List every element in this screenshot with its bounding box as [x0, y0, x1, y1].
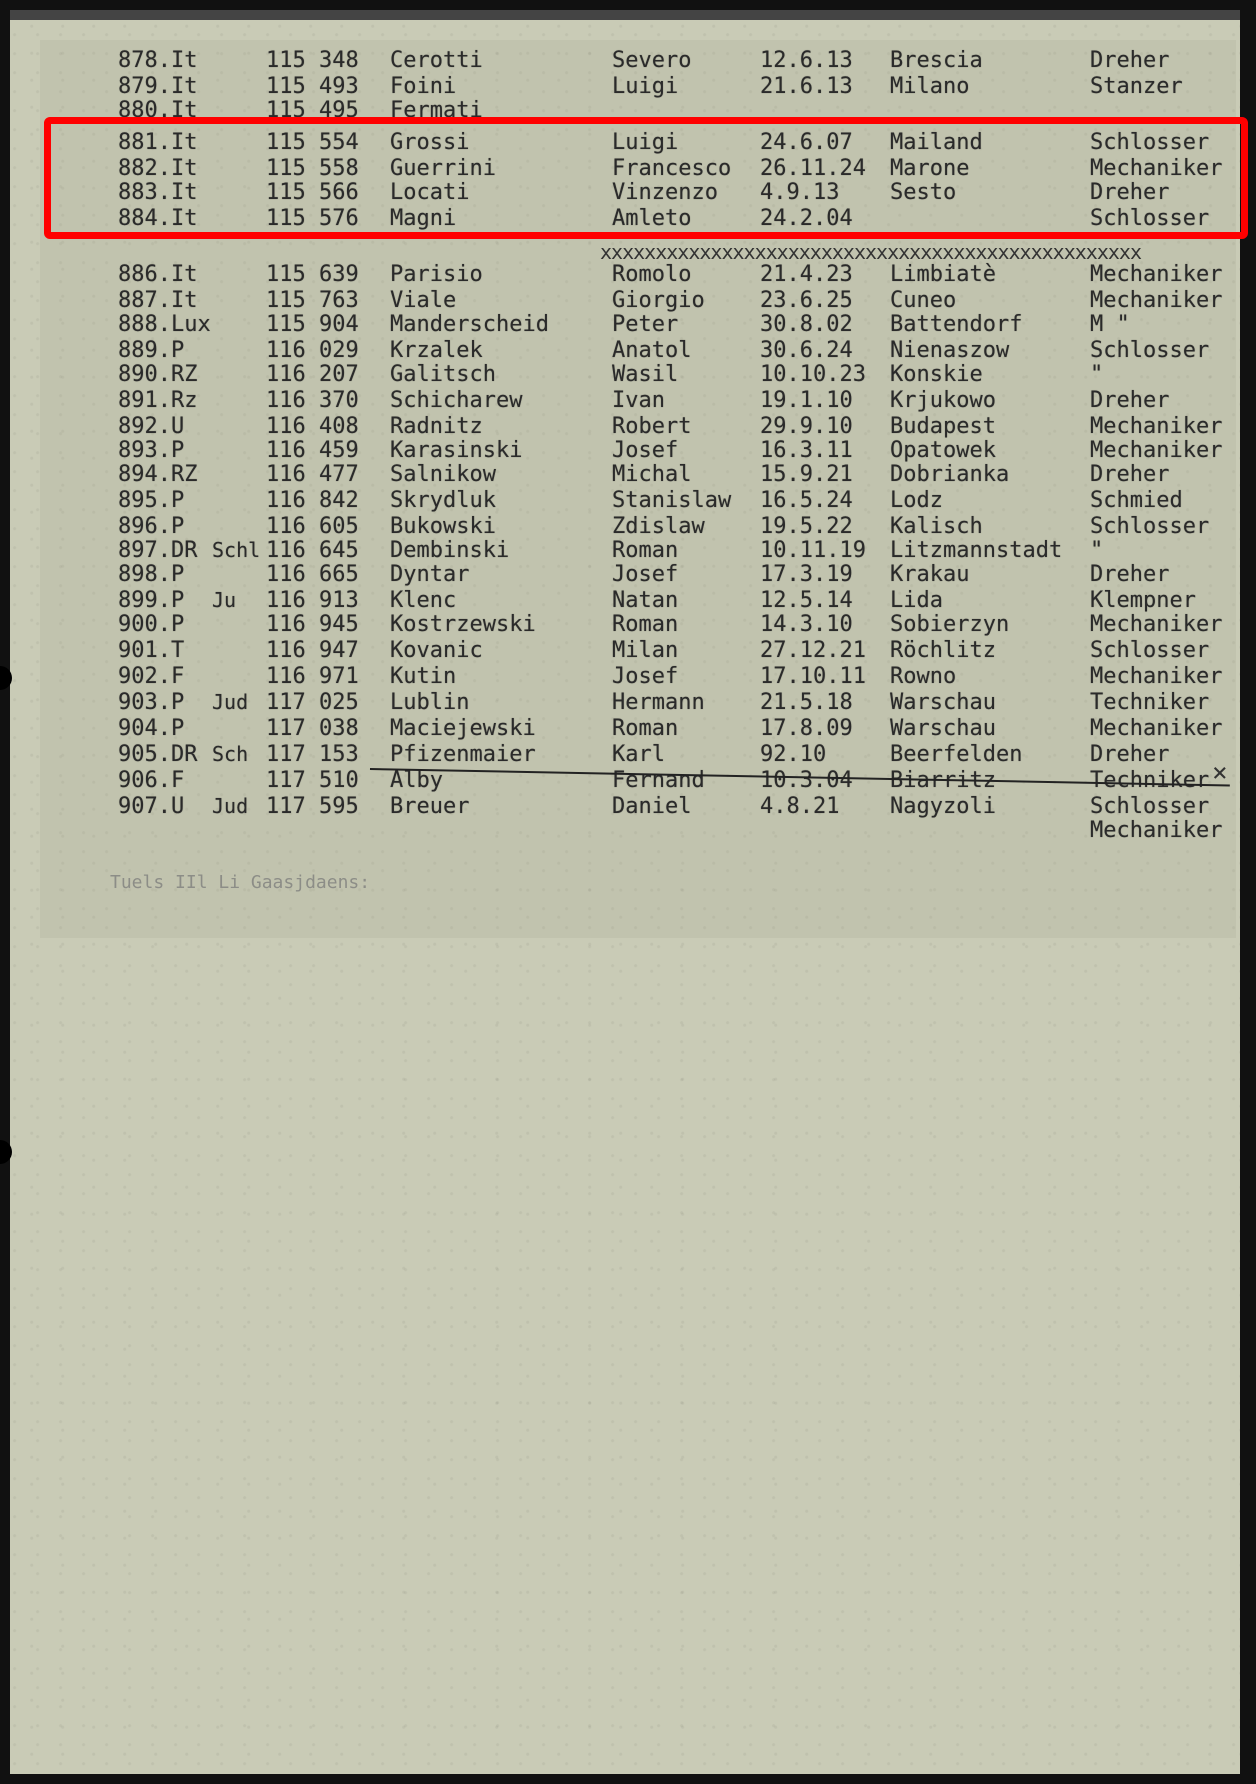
prisoner-number-cell: 116 645	[266, 538, 359, 563]
entry-number-cell: 900.P	[118, 612, 185, 637]
table-row	[0, 74, 1256, 100]
birth-place-cell: Cuneo	[890, 288, 957, 313]
entry-number-cell: 903.P	[118, 690, 185, 715]
table-row	[0, 562, 1256, 588]
table-row	[0, 742, 1256, 768]
prisoner-number-cell: 115 904	[266, 312, 359, 337]
birth-date-cell: 21.4.23	[760, 262, 853, 287]
surname-cell: Kostrzewski	[390, 612, 536, 637]
birth-date-cell: 19.1.10	[760, 388, 853, 413]
prisoner-number-cell: 115 493	[266, 74, 359, 99]
table-row	[0, 414, 1256, 440]
table-row	[0, 488, 1256, 514]
birth-place-cell: Budapest	[890, 414, 996, 439]
birth-place-cell: Milano	[890, 74, 970, 99]
group-mark-cell: Ju	[212, 588, 237, 612]
table-row	[0, 612, 1256, 638]
trade-cell: "	[1090, 538, 1104, 563]
birth-place-cell: Röchlitz	[890, 638, 996, 663]
prisoner-number-cell: 115 576	[266, 206, 359, 231]
entry-number-cell: 899.P	[118, 588, 185, 613]
entry-number-cell: 904.P	[118, 716, 185, 741]
entry-number-cell: 901.T	[118, 638, 185, 663]
surname-cell: Foini	[390, 74, 457, 99]
given-name-cell: Roman	[612, 538, 679, 563]
surname-cell: Lublin	[390, 690, 470, 715]
birth-date-cell: 15.9.21	[760, 462, 853, 487]
trade-cell: Schlosser	[1090, 514, 1210, 539]
surname-cell: Locati	[390, 180, 470, 205]
prisoner-number-cell: 116 945	[266, 612, 359, 637]
given-name-cell: Luigi	[612, 74, 679, 99]
birth-date-cell: 12.6.13	[760, 48, 853, 73]
given-name-cell: Josef	[612, 664, 679, 689]
entry-number-cell: 905.DR	[118, 742, 198, 767]
prisoner-number-cell: 116 971	[266, 664, 359, 689]
given-name-cell: Giorgio	[612, 288, 705, 313]
given-name-cell: Karl	[612, 742, 665, 767]
group-mark-cell: Jud	[212, 690, 249, 714]
birth-date-cell: 19.5.22	[760, 514, 853, 539]
birth-place-cell: Biarritz	[890, 768, 996, 793]
birth-date-cell: 14.3.10	[760, 612, 853, 637]
prisoner-number-cell: 116 370	[266, 388, 359, 413]
prisoner-number-cell: 115 554	[266, 130, 359, 155]
prisoner-number-cell: 116 477	[266, 462, 359, 487]
table-row	[0, 690, 1256, 716]
birth-place-cell: Rowno	[890, 664, 957, 689]
birth-date-cell: 92.10	[760, 742, 827, 767]
table-row	[0, 716, 1256, 742]
given-name-cell: Milan	[612, 638, 679, 663]
table-row	[0, 664, 1256, 690]
birth-date-cell: 17.8.09	[760, 716, 853, 741]
prisoner-number-cell: 117 038	[266, 716, 359, 741]
prisoner-number-cell: 117 510	[266, 768, 359, 793]
given-name-cell: Amleto	[612, 206, 692, 231]
surname-cell: Klenc	[390, 588, 457, 613]
given-name-cell: Daniel	[612, 794, 692, 819]
surname-cell: Fermati	[390, 98, 483, 123]
trade-cell: Schlosser	[1090, 338, 1210, 363]
entry-number-cell: 888.Lux	[118, 312, 211, 337]
group-mark-cell: Sch	[212, 742, 249, 766]
prisoner-number-cell: 116 665	[266, 562, 359, 587]
surname-cell: Salnikow	[390, 462, 496, 487]
birth-date-cell: 21.6.13	[760, 74, 853, 99]
surname-cell: Pfizenmaier	[390, 742, 536, 767]
prisoner-number-cell: 115 495	[266, 98, 359, 123]
given-name-cell: Romolo	[612, 262, 692, 287]
given-name-cell: Josef	[612, 438, 679, 463]
birth-date-cell: 26.11.24	[760, 156, 866, 181]
entry-number-cell: 884.It	[118, 206, 198, 231]
birth-date-cell: 10.11.19	[760, 538, 866, 563]
typed-x-separator: xxxxxxxxxxxxxxxxxxxxxxxxxxxxxxxxxxxxxxxxxxxxxxxxx	[600, 240, 1142, 264]
cross-mark: ×	[1212, 758, 1228, 788]
surname-cell: Parisio	[390, 262, 483, 287]
prisoner-number-cell: 115 566	[266, 180, 359, 205]
entry-number-cell: 898.P	[118, 562, 185, 587]
birth-place-cell: Lodz	[890, 488, 943, 513]
entry-number-cell: 902.F	[118, 664, 185, 689]
birth-date-cell: 4.9.13	[760, 180, 840, 205]
given-name-cell: Wasil	[612, 362, 679, 387]
trade-cell: Mechaniker	[1090, 818, 1223, 843]
group-mark-cell: Schl	[212, 538, 261, 562]
given-name-cell: Francesco	[612, 156, 732, 181]
prisoner-number-cell: 116 207	[266, 362, 359, 387]
surname-cell: Guerrini	[390, 156, 496, 181]
surname-cell: Magni	[390, 206, 457, 231]
trade-cell: Schlosser	[1090, 206, 1210, 231]
surname-cell: Schicharew	[390, 388, 523, 413]
table-row	[0, 362, 1256, 388]
given-name-cell: Hermann	[612, 690, 705, 715]
surname-cell: Viale	[390, 288, 457, 313]
table-row	[0, 538, 1256, 564]
prisoner-number-cell: 115 348	[266, 48, 359, 73]
birth-place-cell: Nienaszow	[890, 338, 1010, 363]
given-name-cell: Natan	[612, 588, 679, 613]
birth-place-cell: Konskie	[890, 362, 983, 387]
surname-cell: Skrydluk	[390, 488, 496, 513]
given-name-cell: Ivan	[612, 388, 665, 413]
table-row	[0, 338, 1256, 364]
trade-cell: Mechaniker	[1090, 612, 1223, 637]
surname-cell: Alby	[390, 768, 443, 793]
given-name-cell: Stanislaw	[612, 488, 732, 513]
birth-place-cell: Brescia	[890, 48, 983, 73]
prisoner-number-cell: 115 639	[266, 262, 359, 287]
trade-cell: "	[1090, 362, 1104, 387]
surname-cell: Grossi	[390, 130, 470, 155]
prisoner-number-cell: 116 947	[266, 638, 359, 663]
trade-cell: Dreher	[1090, 742, 1170, 767]
given-name-cell: Anatol	[612, 338, 692, 363]
entry-number-cell: 881.It	[118, 130, 198, 155]
trade-cell: Mechaniker	[1090, 262, 1223, 287]
birth-place-cell: Marone	[890, 156, 970, 181]
trade-cell: Mechaniker	[1090, 288, 1223, 313]
birth-date-cell: 10.3.04	[760, 768, 853, 793]
surname-cell: Kovanic	[390, 638, 483, 663]
birth-date-cell: 30.8.02	[760, 312, 853, 337]
entry-number-cell: 878.It	[118, 48, 198, 73]
prisoner-number-cell: 116 459	[266, 438, 359, 463]
trade-cell: Schlosser	[1090, 638, 1210, 663]
birth-date-cell: 24.6.07	[760, 130, 853, 155]
entry-number-cell: 896.P	[118, 514, 185, 539]
birth-date-cell: 27.12.21	[760, 638, 866, 663]
birth-date-cell: 10.10.23	[760, 362, 866, 387]
birth-place-cell: Battendorf	[890, 312, 1023, 337]
birth-place-cell: Dobrianka	[890, 462, 1010, 487]
table-row	[0, 48, 1256, 74]
given-name-cell: Peter	[612, 312, 679, 337]
surname-cell: Karasinski	[390, 438, 523, 463]
birth-date-cell: 16.3.11	[760, 438, 853, 463]
prisoner-number-cell: 115 558	[266, 156, 359, 181]
entry-number-cell: 882.It	[118, 156, 198, 181]
birth-date-cell: 4.8.21	[760, 794, 840, 819]
trade-cell: Schlosser	[1090, 130, 1210, 155]
entry-number-cell: 893.P	[118, 438, 185, 463]
entry-number-cell: 895.P	[118, 488, 185, 513]
surname-cell: Cerotti	[390, 48, 483, 73]
surname-cell: Radnitz	[390, 414, 483, 439]
trade-cell: Mechaniker	[1090, 716, 1223, 741]
table-row	[0, 388, 1256, 414]
trade-cell: Schmied	[1090, 488, 1183, 513]
top-page-edge	[10, 10, 1240, 20]
table-row	[0, 514, 1256, 540]
surname-cell: Breuer	[390, 794, 470, 819]
surname-cell: Galitsch	[390, 362, 496, 387]
trade-cell: Mechaniker	[1090, 664, 1223, 689]
prisoner-number-cell: 116 913	[266, 588, 359, 613]
prisoner-number-cell: 117 153	[266, 742, 359, 767]
given-name-cell: Michal	[612, 462, 692, 487]
entry-number-cell: 890.RZ	[118, 362, 198, 387]
trade-cell: Mechaniker	[1090, 156, 1223, 181]
trade-cell: Dreher	[1090, 48, 1170, 73]
birth-date-cell: 21.5.18	[760, 690, 853, 715]
birth-date-cell: 16.5.24	[760, 488, 853, 513]
birth-place-cell: Warschau	[890, 716, 996, 741]
birth-place-cell: Mailand	[890, 130, 983, 155]
entry-number-cell: 894.RZ	[118, 462, 198, 487]
given-name-cell: Roman	[612, 612, 679, 637]
table-row	[0, 262, 1256, 288]
trade-cell: Techniker	[1090, 768, 1210, 793]
table-row	[0, 818, 1256, 844]
prisoner-number-cell: 115 763	[266, 288, 359, 313]
trade-cell: Stanzer	[1090, 74, 1183, 99]
given-name-cell: Roman	[612, 716, 679, 741]
given-name-cell: Luigi	[612, 130, 679, 155]
table-row	[0, 462, 1256, 488]
entry-number-cell: 886.It	[118, 262, 198, 287]
table-row	[0, 794, 1256, 820]
trade-cell: Mechaniker	[1090, 438, 1223, 463]
table-row	[0, 312, 1256, 338]
prisoner-number-cell: 116 605	[266, 514, 359, 539]
prisoner-number-cell: 117 025	[266, 690, 359, 715]
birth-place-cell: Warschau	[890, 690, 996, 715]
birth-place-cell: Opatowek	[890, 438, 996, 463]
trade-cell: Dreher	[1090, 180, 1170, 205]
entry-number-cell: 883.It	[118, 180, 198, 205]
entry-number-cell: 907.U	[118, 794, 185, 819]
given-name-cell: Josef	[612, 562, 679, 587]
entry-number-cell: 897.DR	[118, 538, 198, 563]
table-row	[0, 438, 1256, 464]
trade-cell: Dreher	[1090, 562, 1170, 587]
entry-number-cell: 891.Rz	[118, 388, 198, 413]
prisoner-number-cell: 116 029	[266, 338, 359, 363]
entry-number-cell: 880.It	[118, 98, 198, 123]
entry-number-cell: 906.F	[118, 768, 185, 793]
trade-cell: Techniker	[1090, 690, 1210, 715]
entry-number-cell: 892.U	[118, 414, 185, 439]
surname-cell: Bukowski	[390, 514, 496, 539]
table-row	[0, 588, 1256, 614]
birth-place-cell: Kalisch	[890, 514, 983, 539]
birth-date-cell: 29.9.10	[760, 414, 853, 439]
faint-bottom-text: Tuels IIl Li Gaasjdaens:	[110, 872, 371, 893]
table-row	[0, 288, 1256, 314]
given-name-cell: Robert	[612, 414, 692, 439]
trade-cell: Schlosser	[1090, 794, 1210, 819]
entry-number-cell: 887.It	[118, 288, 198, 313]
birth-date-cell: 30.6.24	[760, 338, 853, 363]
trade-cell: Mechaniker	[1090, 414, 1223, 439]
trade-cell: M "	[1090, 312, 1130, 337]
surname-cell: Kutin	[390, 664, 457, 689]
birth-place-cell: Krjukowo	[890, 388, 996, 413]
prisoner-number-cell: 116 842	[266, 488, 359, 513]
birth-date-cell: 17.10.11	[760, 664, 866, 689]
birth-place-cell: Lida	[890, 588, 943, 613]
surname-cell: Maciejewski	[390, 716, 536, 741]
birth-place-cell: Sobierzyn	[890, 612, 1010, 637]
birth-place-cell: Beerfelden	[890, 742, 1023, 767]
birth-date-cell: 12.5.14	[760, 588, 853, 613]
prisoner-number-cell: 117 595	[266, 794, 359, 819]
birth-place-cell: Krakau	[890, 562, 970, 587]
given-name-cell: Severo	[612, 48, 692, 73]
surname-cell: Dyntar	[390, 562, 470, 587]
given-name-cell: Vinzenzo	[612, 180, 718, 205]
surname-cell: Dembinski	[390, 538, 510, 563]
table-row	[0, 638, 1256, 664]
birth-date-cell: 24.2.04	[760, 206, 853, 231]
given-name-cell: Zdislaw	[612, 514, 705, 539]
birth-place-cell: Limbiatè	[890, 262, 996, 287]
prisoner-number-cell: 116 408	[266, 414, 359, 439]
birth-place-cell: Nagyzoli	[890, 794, 996, 819]
given-name-cell: Fernand	[612, 768, 705, 793]
birth-place-cell: Litzmannstadt	[890, 538, 1063, 563]
red-highlight-box	[44, 117, 1248, 239]
trade-cell: Klempner	[1090, 588, 1196, 613]
group-mark-cell: Jud	[212, 794, 249, 818]
birth-date-cell: 23.6.25	[760, 288, 853, 313]
surname-cell: Krzalek	[390, 338, 483, 363]
entry-number-cell: 879.It	[118, 74, 198, 99]
birth-date-cell: 17.3.19	[760, 562, 853, 587]
entry-number-cell: 889.P	[118, 338, 185, 363]
surname-cell: Manderscheid	[390, 312, 549, 337]
trade-cell: Dreher	[1090, 462, 1170, 487]
trade-cell: Dreher	[1090, 388, 1170, 413]
birth-place-cell: Sesto	[890, 180, 957, 205]
